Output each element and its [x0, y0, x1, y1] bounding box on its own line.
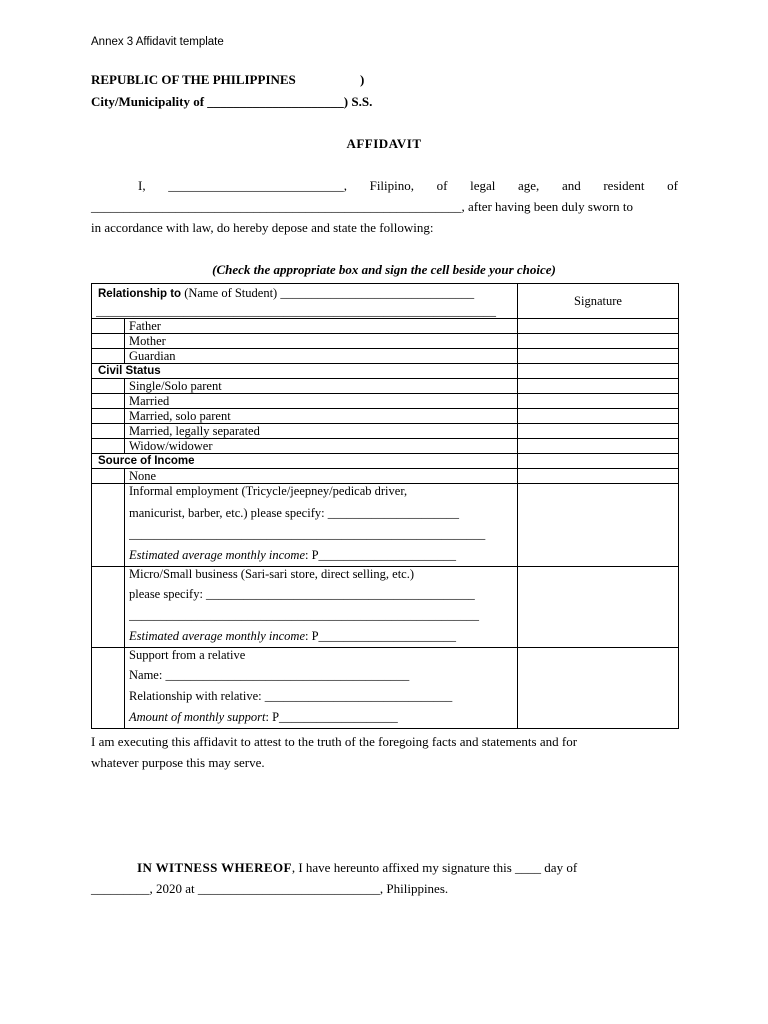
checkbox-father[interactable] — [92, 319, 125, 334]
signature-cell[interactable] — [518, 379, 679, 394]
support-amount-blank[interactable]: : P___________________ — [265, 710, 398, 724]
option-widow: Widow/widower — [125, 439, 518, 454]
checkbox-mother[interactable] — [92, 334, 125, 349]
intro-line-2-rest: , after having been duly sworn to — [461, 199, 633, 214]
micro-income-blank[interactable]: : P______________________ — [305, 629, 457, 643]
checkbox-micro[interactable] — [92, 567, 125, 648]
name-blank[interactable]: ___________________________, — [168, 178, 347, 193]
closing-line-2: whatever purpose this may serve. — [91, 755, 265, 770]
micro-specify[interactable]: please specify: ___________________________________________ — [129, 587, 475, 601]
income-label: Source of Income — [92, 454, 518, 469]
checkbox-single[interactable] — [92, 379, 125, 394]
support-name[interactable]: Name: _______________________________________ — [129, 668, 410, 682]
signature-cell[interactable] — [518, 409, 679, 424]
intro-i: I, — [138, 178, 146, 193]
support-relationship[interactable]: Relationship with relative: ______________________________ — [129, 689, 453, 703]
document-title: AFFIDAVIT — [346, 136, 422, 151]
option-married: Married — [125, 394, 518, 409]
option-single: Single/Solo parent — [125, 379, 518, 394]
witness-line-2[interactable]: _________, 2020 at ____________________________, Philippines. — [91, 881, 449, 896]
intro-line-2 — [91, 199, 678, 215]
checkbox-support[interactable] — [92, 648, 125, 729]
republic-paren: ) — [360, 72, 365, 87]
affidavit-table — [91, 283, 679, 729]
support-line-1: Support from a relative — [129, 648, 246, 662]
intro-word: legal — [470, 178, 496, 193]
city-blank[interactable]: _____________________ — [207, 94, 344, 109]
option-mother: Mother — [125, 334, 518, 349]
instruction-text: (Check the appropriate box and sign the cell beside your choice) — [212, 262, 556, 277]
option-support — [125, 648, 518, 729]
signature-cell[interactable] — [518, 469, 679, 484]
signature-cell[interactable] — [518, 567, 679, 648]
republic-caption: REPUBLIC OF THE PHILIPPINES — [91, 72, 296, 87]
signature-cell[interactable] — [518, 319, 679, 334]
intro-word: age, — [518, 178, 540, 193]
intro-word: resident — [603, 178, 645, 193]
relationship-line-2[interactable]: ________________________________________________________________ — [96, 304, 496, 318]
signature-header: Signature — [518, 284, 679, 319]
civil-status-label: Civil Status — [92, 364, 518, 379]
checkbox-married[interactable] — [92, 394, 125, 409]
relationship-header-cell — [92, 284, 518, 319]
checkbox-guardian[interactable] — [92, 349, 125, 364]
witness-line-1 — [137, 860, 577, 876]
checkbox-separated[interactable] — [92, 424, 125, 439]
closing-line-1: I am executing this affidavit to attest to the truth of the foregoing facts and statements and for — [91, 734, 578, 749]
student-name-blank[interactable]: (Name of Student) _______________________________ — [184, 286, 475, 300]
option-married-solo: Married, solo parent — [125, 409, 518, 424]
intro-word: of — [667, 178, 678, 193]
informal-income-blank[interactable]: : P______________________ — [305, 548, 457, 562]
signature-cell — [518, 364, 679, 379]
ss-label: ) S.S. — [343, 94, 373, 109]
informal-line-1: Informal employment (Tricycle/jeepney/pedicab driver, — [129, 484, 408, 498]
signature-cell — [518, 454, 679, 469]
checkbox-informal[interactable] — [92, 484, 125, 567]
witness-rest[interactable]: , I have hereunto affixed my signature this ____ day of — [291, 860, 578, 875]
micro-income-label: Estimated average monthly income — [129, 629, 305, 643]
option-guardian: Guardian — [125, 349, 518, 364]
informal-income-label: Estimated average monthly income — [129, 548, 305, 562]
signature-cell[interactable] — [518, 424, 679, 439]
city-caption — [91, 94, 372, 110]
witness-bold: IN WITNESS WHEREOF — [137, 860, 292, 875]
signature-cell[interactable] — [518, 439, 679, 454]
signature-cell[interactable] — [518, 349, 679, 364]
informal-specify[interactable]: manicurist, barber, etc.) please specify: _____________________ — [129, 506, 459, 520]
intro-word: of — [436, 178, 448, 193]
micro-line-3[interactable]: ________________________________________________________ — [129, 608, 479, 622]
option-informal — [125, 484, 518, 567]
annex-label: Annex 3 Affidavit template — [91, 36, 224, 48]
option-separated: Married, legally separated — [125, 424, 518, 439]
city-label: City/Municipality of — [91, 94, 205, 109]
signature-cell[interactable] — [518, 648, 679, 729]
intro-word: and — [561, 178, 581, 193]
signature-cell[interactable] — [518, 394, 679, 409]
intro-line-1 — [91, 178, 678, 194]
option-father: Father — [125, 319, 518, 334]
option-micro — [125, 567, 518, 648]
signature-cell[interactable] — [518, 334, 679, 349]
checkbox-widow[interactable] — [92, 439, 125, 454]
intro-line-3: in accordance with law, do hereby depose and state the following: — [91, 220, 434, 235]
option-none: None — [125, 469, 518, 484]
signature-cell[interactable] — [518, 484, 679, 567]
intro-word: Filipino, — [369, 178, 415, 193]
checkbox-married-solo[interactable] — [92, 409, 125, 424]
informal-line-3[interactable]: _________________________________________________________ — [129, 527, 486, 541]
residence-blank[interactable]: _________________________________________________________ — [91, 199, 462, 214]
checkbox-none[interactable] — [92, 469, 125, 484]
relationship-label: Relationship to — [98, 288, 182, 300]
micro-line-1: Micro/Small business (Sari-sari store, direct selling, etc.) — [129, 567, 415, 581]
support-amount-label: Amount of monthly support — [129, 710, 266, 724]
